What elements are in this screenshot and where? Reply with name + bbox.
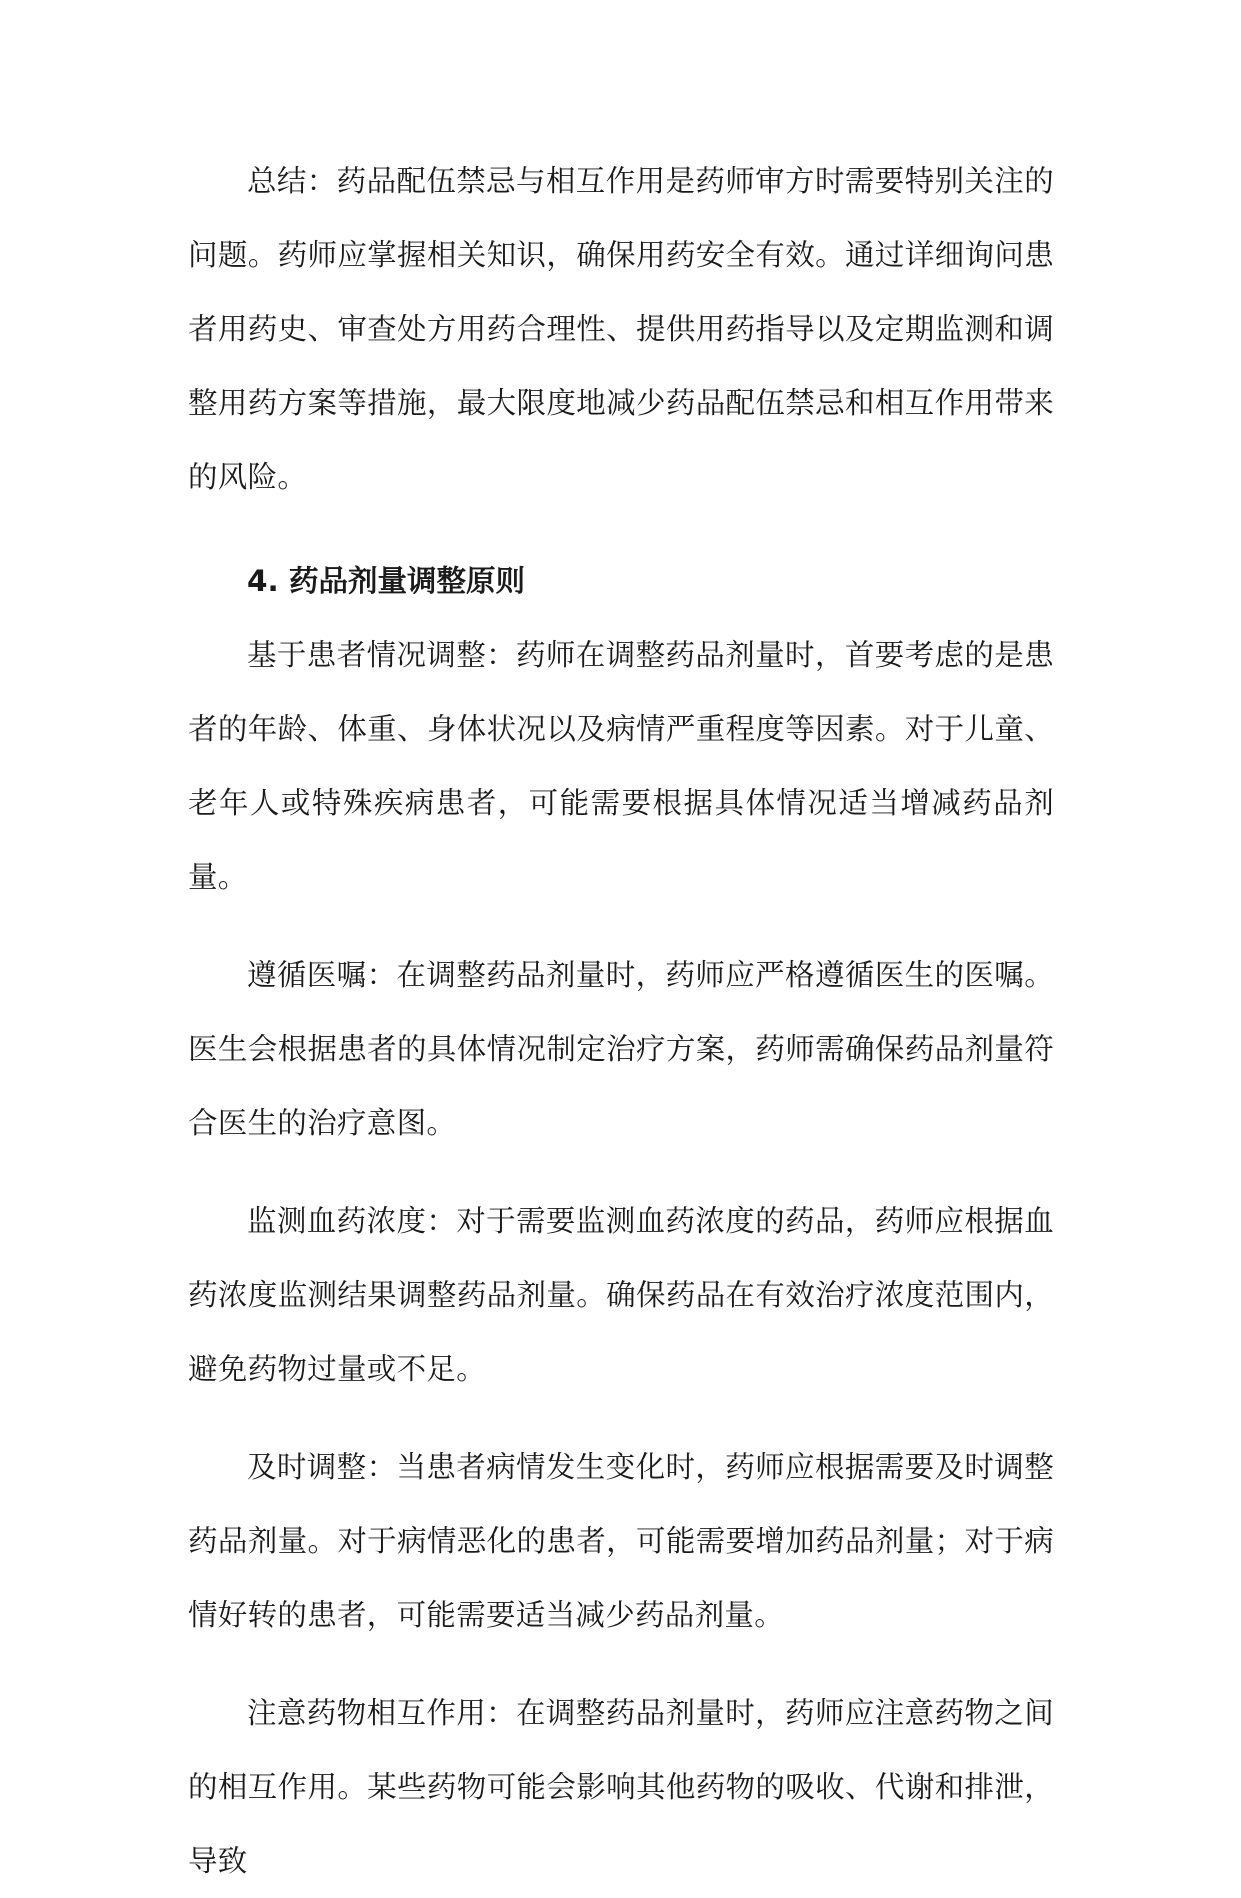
timely-adjust-paragraph: 及时调整：当患者病情发生变化时，药师应根据需要及时调整药品剂量。对于病情恶化的患者，可能需要增加药品剂量；对于病情好转的患者，可能需要适当减少药品剂量。 <box>188 1450 1054 1632</box>
interactions-paragraph: 注意药物相互作用：在调整药品剂量时，药师应注意药物之间的相互作用。某些药物可能会影响其他药物的吸收、代谢和排泄，导致 <box>188 1696 1054 1878</box>
monitor-levels-paragraph: 监测血药浓度：对于需要监测血药浓度的药品，药师应根据血药浓度监测结果调整药品剂量。确保药品在有效治疗浓度范围内，避免药物过量或不足。 <box>188 1204 1054 1386</box>
patient-based-paragraph: 基于患者情况调整：药师在调整药品剂量时，首要考虑的是患者的年龄、体重、身体状况以及病情严重程度等因素。对于儿童、老年人或特殊疾病患者，可能需要根据具体情况适当增减药品剂量。 <box>188 638 1054 894</box>
document-page <box>188 144 1054 1898</box>
follow-orders-paragraph: 遵循医嘱：在调整药品剂量时，药师应严格遵循医生的医嘱。医生会根据患者的具体情况制定治疗方案，药师需确保药品剂量符合医生的治疗意图。 <box>188 958 1054 1140</box>
section-heading: 4. 药品剂量调整原则 <box>247 564 526 598</box>
summary-paragraph: 总结：药品配伍禁忌与相互作用是药师审方时需要特别关注的问题。药师应掌握相关知识，确保用药安全有效。通过详细询问患者用药史、审查处方用药合理性、提供用药指导以及定期监测和调整用药方案等措施，最大限度地减少药品配伍禁忌和相互作用带来的风险。 <box>188 164 1054 494</box>
